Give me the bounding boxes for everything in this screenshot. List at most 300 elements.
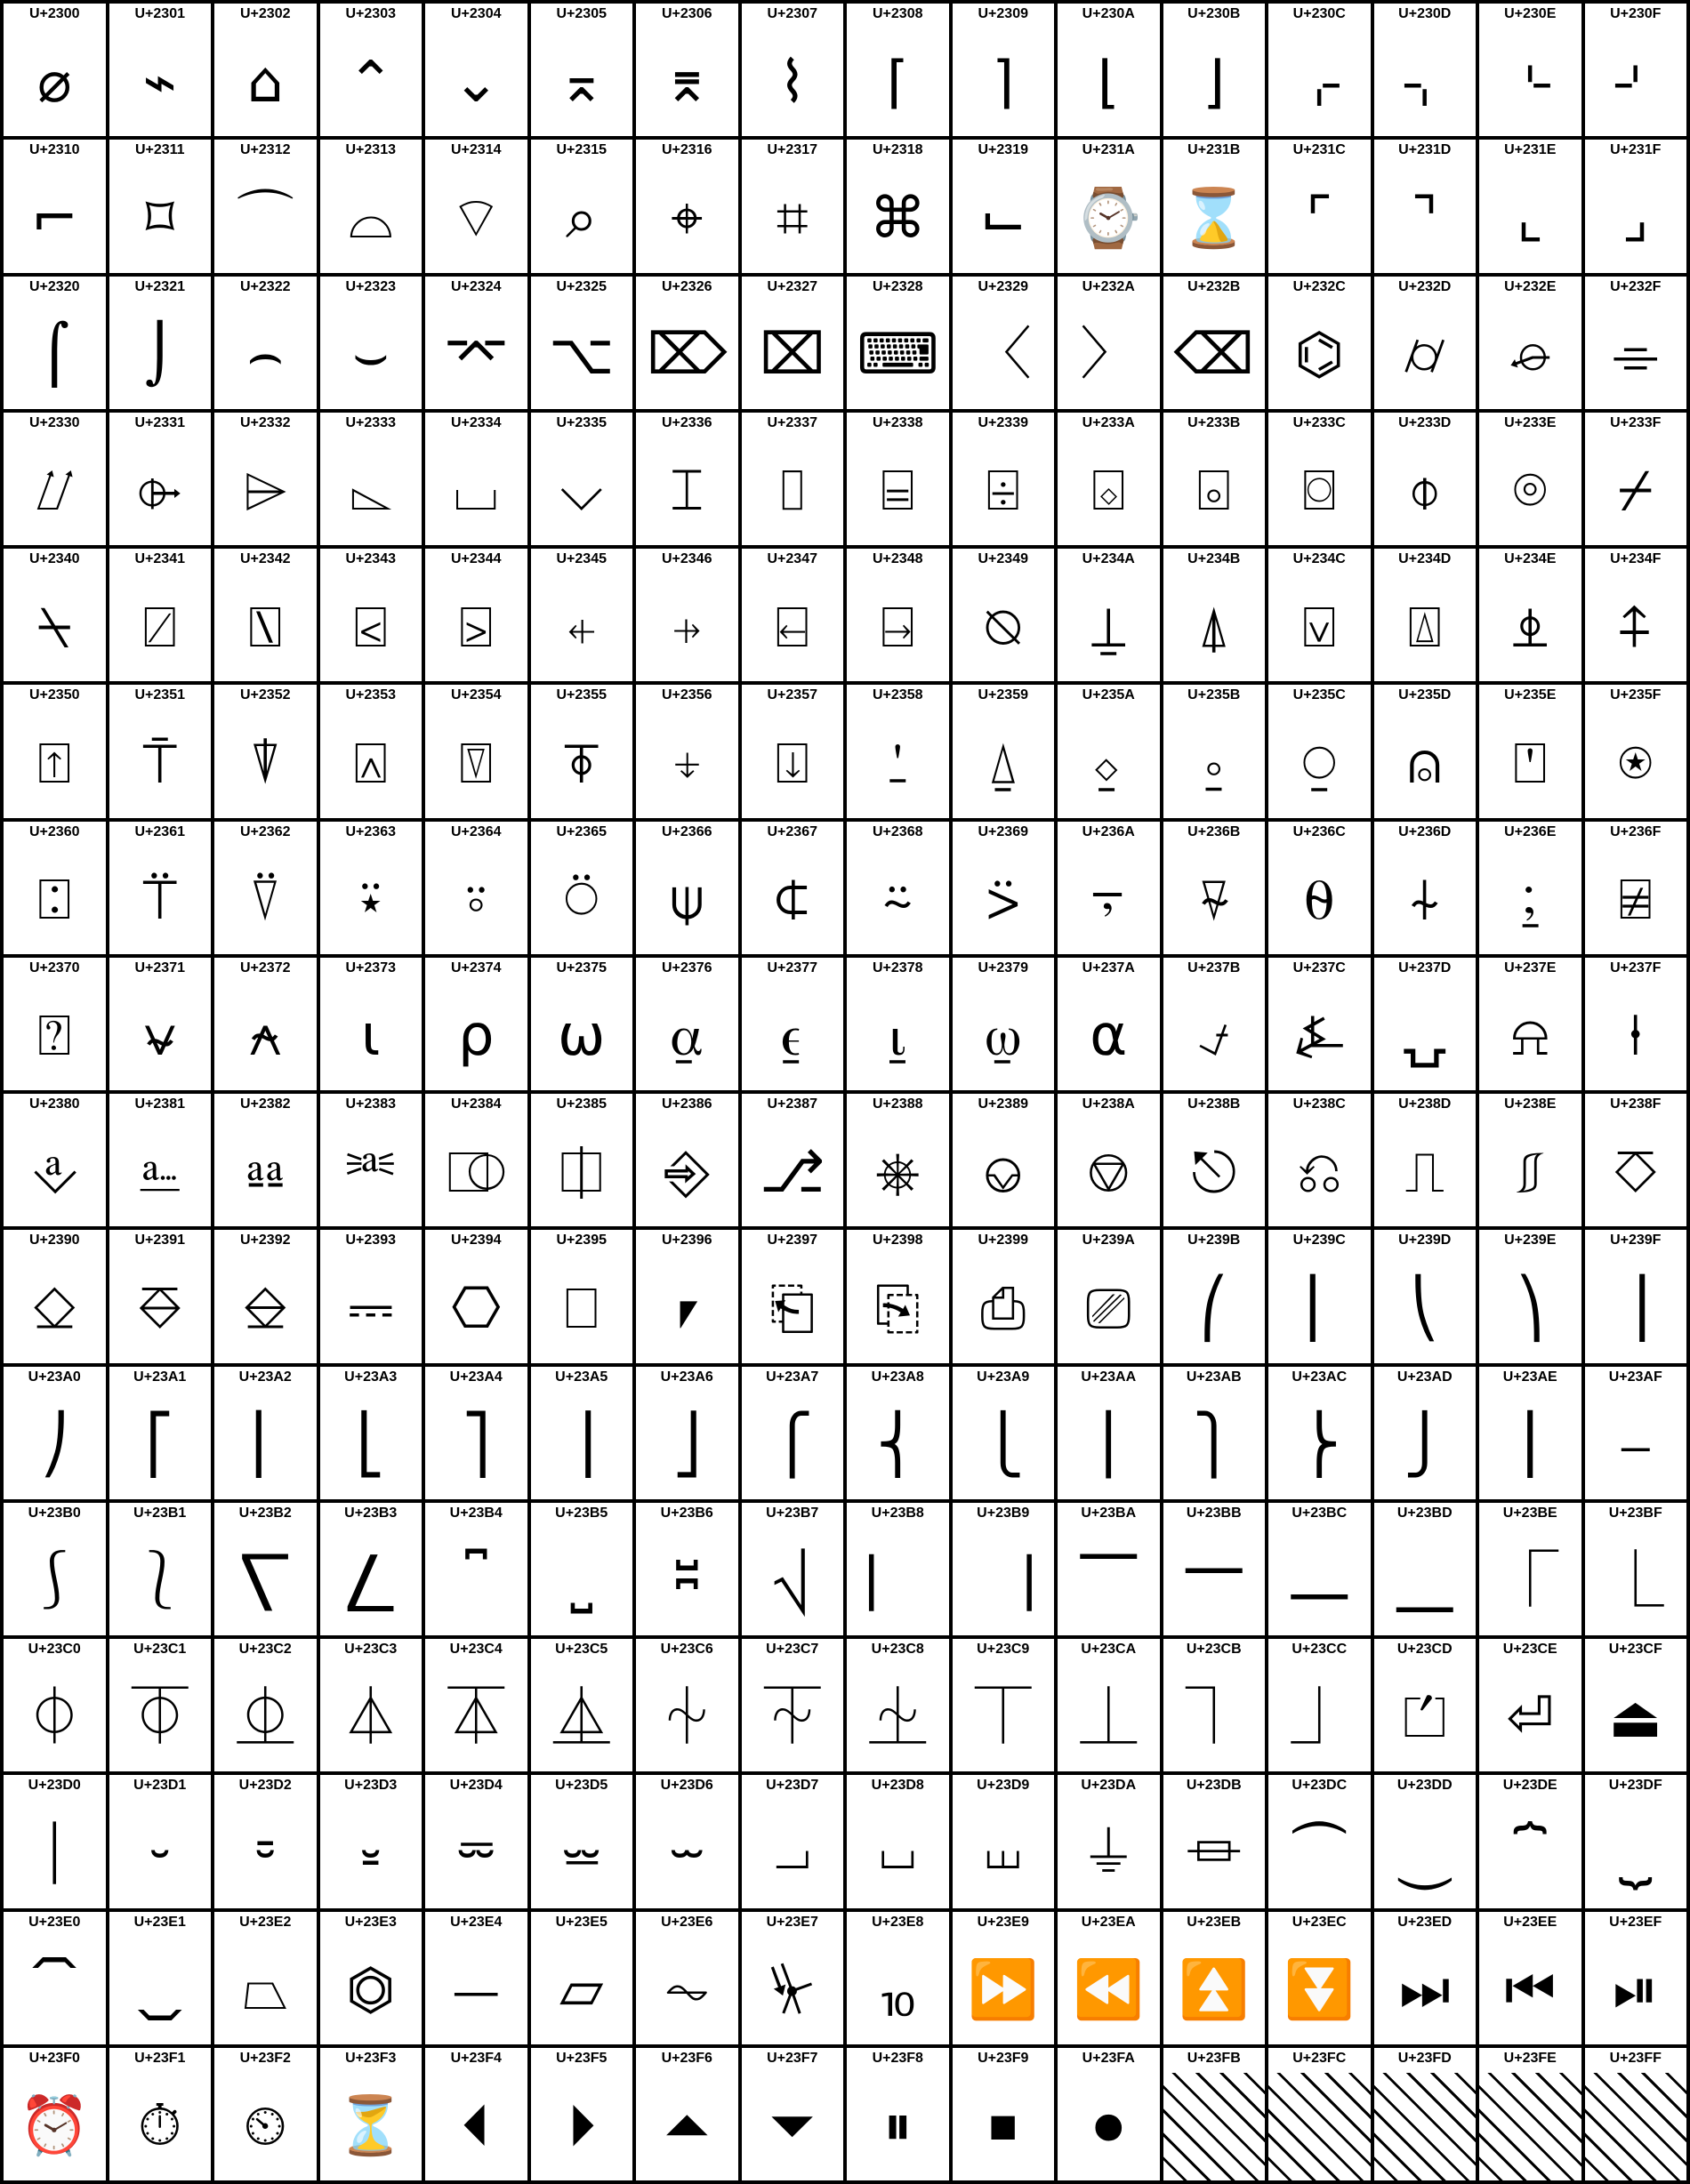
glyph: ⏩ bbox=[967, 1957, 1039, 2024]
glyph-area bbox=[1374, 710, 1477, 817]
glyph-area bbox=[953, 165, 1055, 272]
char-cell bbox=[1374, 1639, 1477, 1771]
glyph: ⌍ bbox=[1401, 49, 1448, 116]
glyph: ⎊ bbox=[1085, 1139, 1131, 1206]
codepoint-label: U+2326 bbox=[636, 277, 738, 298]
char-cell bbox=[636, 277, 738, 409]
codepoint-label: U+2301 bbox=[109, 4, 212, 25]
codepoint-label: U+23A1 bbox=[109, 1367, 212, 1388]
glyph-area bbox=[425, 1119, 527, 1226]
char-cell bbox=[1479, 685, 1581, 817]
codepoint-label: U+2398 bbox=[847, 1230, 949, 1251]
char-cell bbox=[1479, 1230, 1581, 1362]
glyph: ⍍ bbox=[1407, 594, 1442, 661]
codepoint-label: U+2377 bbox=[742, 958, 844, 979]
glyph-area bbox=[1163, 1528, 1266, 1635]
codepoint-label: U+2318 bbox=[847, 140, 949, 161]
glyph: ⍛ bbox=[1196, 730, 1231, 797]
char-cell bbox=[531, 1367, 633, 1499]
char-cell bbox=[320, 277, 422, 409]
glyph: ⎝ bbox=[1410, 1275, 1439, 1342]
codepoint-label: U+23DA bbox=[1058, 1775, 1160, 1796]
codepoint-label: U+2372 bbox=[214, 958, 317, 979]
char-cell bbox=[1268, 1639, 1371, 1771]
codepoint-label: U+2380 bbox=[4, 1094, 106, 1115]
glyph-area bbox=[953, 1255, 1055, 1362]
codepoint-label: U+23BD bbox=[1374, 1503, 1477, 1524]
char-cell bbox=[1374, 2048, 1477, 2180]
glyph: ⌊ bbox=[1097, 49, 1120, 116]
glyph: ⏟ bbox=[1618, 1820, 1653, 1887]
glyph: ⌥ bbox=[548, 322, 615, 389]
char-cell bbox=[742, 822, 844, 954]
codepoint-label: U+2382 bbox=[214, 1094, 317, 1115]
char-cell bbox=[320, 1367, 422, 1499]
char-cell bbox=[425, 1094, 527, 1226]
glyph: ⎽ bbox=[1396, 1548, 1453, 1615]
codepoint-label: U+2342 bbox=[214, 549, 317, 570]
glyph-area bbox=[1058, 1119, 1160, 1226]
codepoint-label: U+23A8 bbox=[847, 1367, 949, 1388]
codepoint-label: U+2388 bbox=[847, 1094, 949, 1115]
glyph-area bbox=[1374, 1800, 1477, 1907]
codepoint-label: U+23DC bbox=[1268, 1775, 1371, 1796]
codepoint-label: U+2311 bbox=[109, 140, 212, 161]
codepoint-label: U+2359 bbox=[953, 685, 1055, 706]
char-cell bbox=[742, 277, 844, 409]
codepoint-label: U+2373 bbox=[320, 958, 422, 979]
glyph: ⏯ bbox=[1613, 1957, 1659, 2024]
glyph: ⎶ bbox=[675, 1548, 699, 1615]
char-cell bbox=[4, 1230, 106, 1362]
codepoint-label: U+2337 bbox=[742, 413, 844, 434]
char-cell bbox=[109, 1503, 212, 1635]
glyph-area bbox=[636, 983, 738, 1090]
glyph: ⍻ bbox=[1198, 1003, 1230, 1070]
codepoint-label: U+2391 bbox=[109, 1230, 212, 1251]
codepoint-label: U+23DD bbox=[1374, 1775, 1477, 1796]
char-cell bbox=[847, 1639, 949, 1771]
codepoint-label: U+2347 bbox=[742, 549, 844, 570]
codepoint-label: U+23C8 bbox=[847, 1639, 949, 1660]
char-cell bbox=[847, 1775, 949, 1907]
glyph-area bbox=[847, 165, 949, 272]
glyph: ⌞ bbox=[1517, 185, 1544, 252]
char-cell bbox=[1163, 4, 1266, 136]
glyph: ⌤ bbox=[443, 322, 510, 389]
char-cell bbox=[531, 958, 633, 1090]
codepoint-label: U+2320 bbox=[4, 277, 106, 298]
codepoint-label: U+23A3 bbox=[320, 1367, 422, 1388]
glyph-area bbox=[1585, 301, 1687, 409]
glyph-area bbox=[1479, 28, 1581, 136]
char-cell bbox=[1163, 277, 1266, 409]
char-cell bbox=[1268, 1775, 1371, 1907]
char-cell bbox=[953, 1094, 1055, 1226]
glyph-area bbox=[1585, 1255, 1687, 1362]
glyph: ⌧ bbox=[759, 322, 825, 389]
glyph-area bbox=[1268, 1119, 1371, 1226]
glyph: ⌠ bbox=[39, 322, 69, 389]
glyph-area bbox=[320, 165, 422, 272]
glyph-area bbox=[742, 1800, 844, 1907]
glyph-area bbox=[425, 1937, 527, 2044]
glyph-area bbox=[109, 983, 212, 1090]
glyph-area bbox=[1058, 1664, 1160, 1771]
char-cell bbox=[531, 2048, 633, 2180]
codepoint-label: U+2334 bbox=[425, 413, 527, 434]
glyph-area bbox=[1268, 2073, 1371, 2180]
glyph-area bbox=[1058, 438, 1160, 545]
char-cell bbox=[4, 1639, 106, 1771]
glyph: ⎠ bbox=[40, 1412, 69, 1479]
codepoint-label: U+230D bbox=[1374, 4, 1477, 25]
codepoint-label: U+23B9 bbox=[953, 1503, 1055, 1524]
glyph-area bbox=[1163, 1392, 1266, 1499]
glyph: ⏱ bbox=[137, 2093, 182, 2160]
codepoint-label: U+23CA bbox=[1058, 1639, 1160, 1660]
glyph-area bbox=[425, 301, 527, 409]
glyph-area bbox=[320, 301, 422, 409]
char-cell bbox=[109, 1230, 212, 1362]
codepoint-label: U+2353 bbox=[320, 685, 422, 706]
glyph: ⌖ bbox=[671, 185, 704, 252]
char-cell bbox=[953, 1639, 1055, 1771]
char-cell bbox=[214, 1230, 317, 1362]
char-cell bbox=[953, 1775, 1055, 1907]
glyph-area bbox=[1585, 710, 1687, 817]
glyph: ⍏ bbox=[1618, 594, 1653, 661]
char-cell bbox=[214, 685, 317, 817]
glyph-area bbox=[109, 165, 212, 272]
glyph: ⌽ bbox=[1407, 458, 1442, 525]
glyph-area bbox=[636, 1392, 738, 1499]
codepoint-label: U+23B7 bbox=[742, 1503, 844, 1524]
codepoint-label: U+239E bbox=[1479, 1230, 1581, 1251]
char-cell bbox=[425, 4, 527, 136]
glyph-area bbox=[953, 2073, 1055, 2180]
codepoint-label: U+23F6 bbox=[636, 2048, 738, 2069]
glyph: ⌔ bbox=[449, 185, 503, 252]
char-cell bbox=[742, 1775, 844, 1907]
codepoint-label: U+23C7 bbox=[742, 1639, 844, 1660]
glyph: ⍷ bbox=[775, 1003, 809, 1070]
glyph: ⎍ bbox=[1404, 1139, 1445, 1206]
glyph: ⏄ bbox=[447, 1684, 505, 1751]
glyph: ⌨ bbox=[857, 322, 939, 389]
glyph: ⌺ bbox=[1091, 458, 1126, 525]
glyph-area bbox=[1374, 1119, 1477, 1226]
codepoint-label: U+2333 bbox=[320, 413, 422, 434]
glyph-area bbox=[1479, 1119, 1581, 1226]
char-cell bbox=[1585, 549, 1687, 681]
char-cell bbox=[4, 1912, 106, 2044]
codepoint-label: U+237F bbox=[1585, 958, 1687, 979]
char-cell bbox=[1163, 140, 1266, 272]
codepoint-label: U+23E5 bbox=[531, 1912, 633, 1933]
codepoint-label: U+2338 bbox=[847, 413, 949, 434]
glyph: ⍿ bbox=[1628, 1003, 1643, 1070]
glyph-area bbox=[320, 710, 422, 817]
glyph-area bbox=[1374, 165, 1477, 272]
glyph-area bbox=[1163, 1800, 1266, 1907]
codepoint-label: U+231E bbox=[1479, 140, 1581, 161]
glyph-area bbox=[1374, 847, 1477, 954]
char-cell bbox=[214, 958, 317, 1090]
char-cell bbox=[425, 1230, 527, 1362]
glyph: ⍌ bbox=[1302, 594, 1337, 661]
glyph-area bbox=[742, 28, 844, 136]
glyph: ⏪ bbox=[1073, 1957, 1145, 2024]
glyph-area bbox=[953, 28, 1055, 136]
glyph-area bbox=[214, 2073, 317, 2180]
codepoint-label: U+23D9 bbox=[953, 1775, 1055, 1796]
glyph: ⎉ bbox=[980, 1139, 1026, 1206]
glyph: ⎙ bbox=[980, 1275, 1026, 1342]
char-cell bbox=[531, 277, 633, 409]
char-cell bbox=[742, 1912, 844, 2044]
glyph: ⏮ bbox=[1504, 1957, 1557, 2024]
glyph: ⏠ bbox=[31, 1957, 77, 2024]
glyph-area bbox=[214, 983, 317, 1090]
char-cell bbox=[1268, 549, 1371, 681]
glyph-area bbox=[531, 165, 633, 272]
glyph-area bbox=[742, 847, 844, 954]
glyph: ⌏ bbox=[1612, 49, 1659, 116]
glyph: ⌛ bbox=[1178, 185, 1250, 252]
glyph-area bbox=[742, 710, 844, 817]
codepoint-label: U+23E3 bbox=[320, 1912, 422, 1933]
glyph-area bbox=[1163, 2073, 1266, 2180]
glyph: ⎇ bbox=[759, 1139, 825, 1206]
glyph: ⏥ bbox=[559, 1957, 604, 2024]
codepoint-label: U+234A bbox=[1058, 549, 1160, 570]
glyph: ⎞ bbox=[1516, 1275, 1545, 1342]
char-cell bbox=[4, 1094, 106, 1226]
glyph-area bbox=[1163, 438, 1266, 545]
glyph: ⍳ bbox=[360, 1003, 381, 1070]
char-cell bbox=[425, 958, 527, 1090]
codepoint-label: U+2386 bbox=[636, 1094, 738, 1115]
glyph-area bbox=[1058, 2073, 1160, 2180]
glyph-area bbox=[425, 2073, 527, 2180]
char-cell bbox=[425, 1912, 527, 2044]
char-cell bbox=[1163, 549, 1266, 681]
glyph-area bbox=[4, 1664, 106, 1771]
char-cell bbox=[636, 1367, 738, 1499]
codepoint-label: U+23D4 bbox=[425, 1775, 527, 1796]
glyph: ⍟ bbox=[1618, 730, 1653, 797]
char-cell bbox=[531, 140, 633, 272]
glyph-area bbox=[953, 983, 1055, 1090]
glyph-area bbox=[4, 438, 106, 545]
codepoint-label: U+234D bbox=[1374, 549, 1477, 570]
glyph: ⌝ bbox=[1411, 185, 1438, 252]
char-cell bbox=[1479, 549, 1581, 681]
char-cell bbox=[1163, 1639, 1266, 1771]
char-cell bbox=[636, 822, 738, 954]
codepoint-label: U+2371 bbox=[109, 958, 212, 979]
char-cell bbox=[1479, 1639, 1581, 1771]
glyph-area bbox=[742, 1255, 844, 1362]
glyph: ⎣ bbox=[356, 1412, 385, 1479]
glyph: ⍱ bbox=[142, 1003, 177, 1070]
codepoint-label: U+2331 bbox=[109, 413, 212, 434]
char-cell bbox=[320, 685, 422, 817]
glyph: ⍦ bbox=[670, 867, 704, 934]
char-cell bbox=[847, 277, 949, 409]
glyph-area bbox=[4, 1528, 106, 1635]
char-cell bbox=[214, 1912, 317, 2044]
glyph: ⍣ bbox=[353, 867, 388, 934]
glyph: ⏫ bbox=[1178, 1957, 1250, 2024]
glyph-area bbox=[531, 1800, 633, 1907]
codepoint-label: U+23FD bbox=[1374, 2048, 1477, 2069]
glyph: ⎮ bbox=[1515, 1412, 1545, 1479]
glyph: ⍺ bbox=[1090, 1003, 1128, 1070]
char-cell bbox=[1058, 1639, 1160, 1771]
codepoint-label: U+23D6 bbox=[636, 1775, 738, 1796]
codepoint-label: U+2329 bbox=[953, 277, 1055, 298]
codepoint-label: U+23F9 bbox=[953, 2048, 1055, 2069]
char-cell bbox=[636, 4, 738, 136]
codepoint-label: U+2309 bbox=[953, 4, 1055, 25]
char-cell bbox=[4, 549, 106, 681]
glyph-area bbox=[953, 710, 1055, 817]
codepoint-label: U+23AC bbox=[1268, 1367, 1371, 1388]
char-cell bbox=[109, 140, 212, 272]
codepoint-label: U+2378 bbox=[847, 958, 949, 979]
codepoint-label: U+23D0 bbox=[4, 1775, 106, 1796]
glyph: ⎁ bbox=[137, 1139, 183, 1206]
char-cell bbox=[1058, 2048, 1160, 2180]
char-cell bbox=[531, 822, 633, 954]
char-cell bbox=[531, 685, 633, 817]
codepoint-label: U+2345 bbox=[531, 549, 633, 570]
glyph: ⏬ bbox=[1284, 1957, 1356, 2024]
glyph: ⌈ bbox=[886, 49, 909, 116]
codepoint-label: U+2302 bbox=[214, 4, 317, 25]
glyph: ⎆ bbox=[664, 1139, 710, 1206]
glyph: ⏜ bbox=[1292, 1820, 1347, 1887]
glyph: ⎐ bbox=[32, 1275, 77, 1342]
char-cell bbox=[425, 1503, 527, 1635]
char-cell bbox=[1268, 685, 1371, 817]
glyph-area bbox=[425, 1392, 527, 1499]
glyph: ⏒ bbox=[255, 1820, 275, 1887]
glyph: ⏅ bbox=[552, 1684, 610, 1751]
glyph: ⏐ bbox=[38, 1820, 71, 1887]
glyph: ⍋ bbox=[1196, 594, 1231, 661]
char-cell bbox=[636, 549, 738, 681]
codepoint-label: U+230C bbox=[1268, 4, 1371, 25]
glyph-area bbox=[320, 574, 422, 681]
glyph-area bbox=[636, 1664, 738, 1771]
glyph: ⏌ bbox=[1291, 1684, 1348, 1751]
codepoint-label: U+239B bbox=[1163, 1230, 1266, 1251]
char-cell bbox=[109, 413, 212, 545]
glyph: ⏶ bbox=[664, 2093, 710, 2160]
glyph-area bbox=[109, 301, 212, 409]
codepoint-label: U+237C bbox=[1268, 958, 1371, 979]
glyph: ⌌ bbox=[1296, 49, 1343, 116]
glyph: ⍃ bbox=[353, 594, 388, 661]
glyph: ⎼ bbox=[1291, 1548, 1348, 1615]
codepoint-label: U+23D3 bbox=[320, 1775, 422, 1796]
char-cell bbox=[1058, 1912, 1160, 2044]
glyph: ⍀ bbox=[37, 594, 72, 661]
unassigned-hatch bbox=[1163, 2073, 1266, 2180]
char-cell bbox=[636, 958, 738, 1090]
codepoint-label: U+23BE bbox=[1479, 1503, 1581, 1524]
glyph: ⎅ bbox=[559, 1139, 605, 1206]
codepoint-label: U+236C bbox=[1268, 822, 1371, 843]
glyph: ⏨ bbox=[879, 1957, 916, 2024]
glyph-area bbox=[1268, 847, 1371, 954]
glyph-area bbox=[1585, 1800, 1687, 1907]
glyph-area bbox=[531, 1392, 633, 1499]
char-cell bbox=[425, 549, 527, 681]
glyph: ⏤ bbox=[453, 1957, 499, 2024]
glyph: ⍩ bbox=[986, 867, 1020, 934]
codepoint-label: U+231C bbox=[1268, 140, 1371, 161]
char-cell bbox=[742, 4, 844, 136]
glyph: ⎚ bbox=[1085, 1275, 1131, 1342]
codepoint-label: U+2328 bbox=[847, 277, 949, 298]
char-cell bbox=[320, 958, 422, 1090]
codepoint-label: U+230F bbox=[1585, 4, 1687, 25]
char-cell bbox=[1585, 958, 1687, 1090]
codepoint-label: U+236B bbox=[1163, 822, 1266, 843]
char-cell bbox=[742, 1367, 844, 1499]
glyph: ⍫ bbox=[1196, 867, 1231, 934]
char-cell bbox=[109, 1639, 212, 1771]
glyph-area bbox=[4, 1255, 106, 1362]
codepoint-label: U+23E1 bbox=[109, 1912, 212, 1933]
glyph-area bbox=[742, 165, 844, 272]
codepoint-label: U+23FB bbox=[1163, 2048, 1266, 2069]
glyph: ⎡ bbox=[145, 1412, 174, 1479]
codepoint-label: U+23EF bbox=[1585, 1912, 1687, 1933]
glyph: ⌦ bbox=[647, 322, 728, 389]
glyph-area bbox=[425, 847, 527, 954]
char-cell bbox=[425, 1367, 527, 1499]
glyph-area bbox=[109, 2073, 212, 2180]
char-cell bbox=[214, 549, 317, 681]
glyph-area bbox=[953, 438, 1055, 545]
glyph-area bbox=[1163, 1937, 1266, 2044]
char-cell bbox=[4, 685, 106, 817]
glyph: ⌋ bbox=[1203, 49, 1226, 116]
char-cell bbox=[1585, 822, 1687, 954]
glyph: ⍚ bbox=[1091, 730, 1126, 797]
codepoint-label: U+23C6 bbox=[636, 1639, 738, 1660]
glyph: ⎨ bbox=[876, 1412, 920, 1479]
glyph: ⍐ bbox=[37, 730, 72, 797]
codepoint-label: U+23CC bbox=[1268, 1639, 1371, 1660]
glyph: ⏈ bbox=[869, 1684, 927, 1751]
glyph-area bbox=[1479, 847, 1581, 954]
char-cell bbox=[953, 140, 1055, 272]
char-cell bbox=[320, 413, 422, 545]
char-cell bbox=[847, 1230, 949, 1362]
glyph: ⌄ bbox=[452, 49, 501, 116]
glyph-area bbox=[1479, 1528, 1581, 1635]
codepoint-label: U+2365 bbox=[531, 822, 633, 843]
glyph: ⍸ bbox=[881, 1003, 915, 1070]
codepoint-label: U+23CB bbox=[1163, 1639, 1266, 1660]
codepoint-label: U+236D bbox=[1374, 822, 1477, 843]
